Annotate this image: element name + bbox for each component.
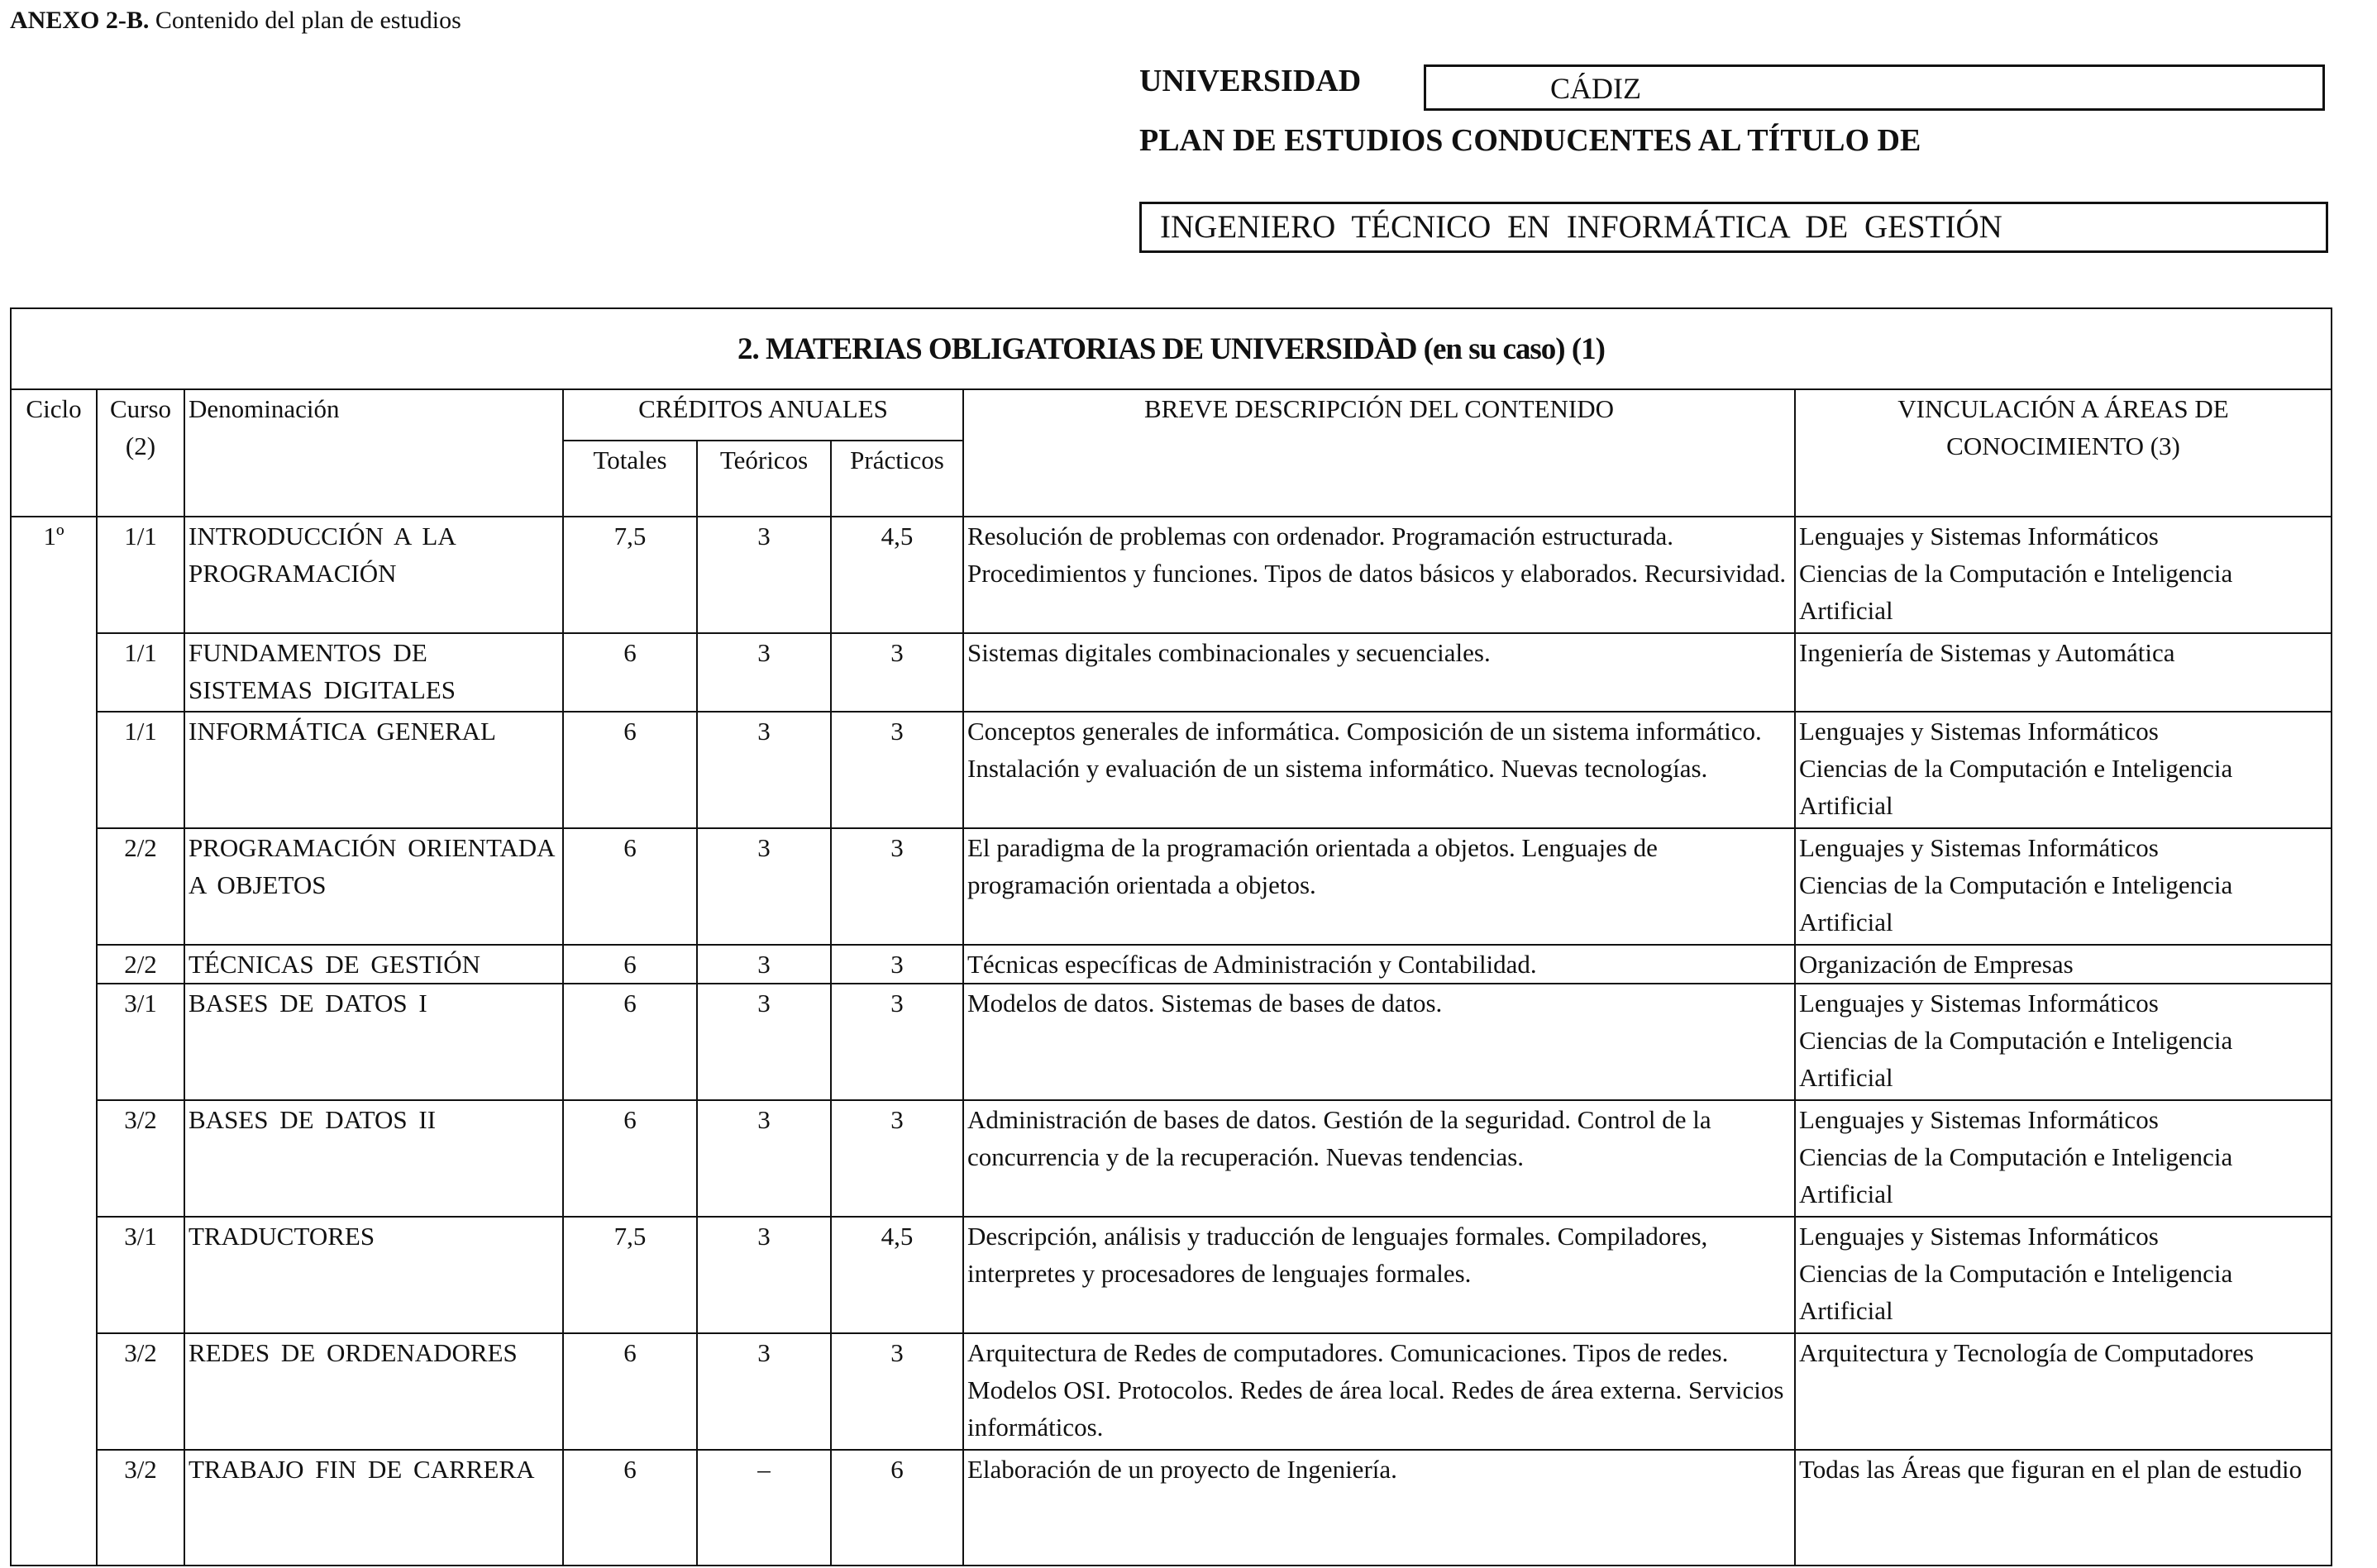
header-ciclo: Ciclo [11, 389, 97, 517]
cell-curso: 3/2 [97, 1450, 184, 1566]
area-item: Lenguajes y Sistemas Informáticos [1799, 1222, 2159, 1251]
cell-totales: 6 [563, 984, 697, 1100]
cell-practicos: 3 [831, 1333, 963, 1450]
cell-denominacion: TRABAJO FIN DE CARRERA [184, 1450, 563, 1566]
cell-practicos: 3 [831, 633, 963, 712]
cell-practicos: 3 [831, 1100, 963, 1217]
table-row [11, 1450, 2332, 1566]
annex-caption: Contenido del plan de estudios [155, 7, 461, 34]
cell-curso: 3/2 [97, 1333, 184, 1450]
cell-totales: 6 [563, 1333, 697, 1450]
cell-vinculacion [1795, 945, 2332, 984]
cell-vinculacion [1795, 1217, 2332, 1333]
cell-curso: 1/1 [97, 633, 184, 712]
cell-curso: 2/2 [97, 828, 184, 945]
cell-vinculacion [1795, 1100, 2332, 1217]
table-row [11, 1100, 2332, 1217]
header-descripcion: BREVE DESCRIPCIÓN DEL CONTENIDO [963, 389, 1795, 517]
cell-teoricos: 3 [697, 1100, 831, 1217]
cell-descripcion: Técnicas específicas de Administración y Contabilidad. [963, 945, 1795, 984]
table-row [11, 517, 2332, 633]
cell-descripcion: Resolución de problemas con ordenador. Programación estructurada. Procedimientos y funciones. Tipos de datos básicos y elaborados. Recursividad. [963, 517, 1795, 633]
cell-curso: 3/1 [97, 984, 184, 1100]
cell-teoricos: 3 [697, 984, 831, 1100]
cell-denominacion: INTRODUCCIÓN A LA PROGRAMACIÓN [184, 517, 563, 633]
cell-vinculacion [1795, 712, 2332, 828]
cell-totales: 7,5 [563, 1217, 697, 1333]
area-item: Organización de Empresas [1799, 950, 2074, 979]
cell-teoricos: 3 [697, 828, 831, 945]
header-practicos: Prácticos [831, 441, 963, 517]
cell-totales: 6 [563, 712, 697, 828]
cell-practicos: 4,5 [831, 517, 963, 633]
area-item: Ciencias de la Computación e Inteligencia Artificial [1799, 1026, 2233, 1092]
university-label: UNIVERSIDAD [1139, 64, 1362, 98]
subjects-table-body [11, 517, 2332, 1566]
area-item: Lenguajes y Sistemas Informáticos [1799, 989, 2159, 1018]
table-row [11, 945, 2332, 984]
area-item: Lenguajes y Sistemas Informáticos [1799, 1105, 2159, 1134]
cell-practicos: 4,5 [831, 1217, 963, 1333]
cell-descripcion: El paradigma de la programación orientada a objetos. Lenguajes de programación orientada a objetos. [963, 828, 1795, 945]
cell-totales: 6 [563, 1100, 697, 1217]
table-row [11, 633, 2332, 712]
cell-totales: 7,5 [563, 517, 697, 633]
header-denominacion: Denominación [184, 389, 563, 517]
cell-totales: 6 [563, 1450, 697, 1566]
cell-vinculacion [1795, 1450, 2332, 1566]
cell-vinculacion [1795, 517, 2332, 633]
area-item: Ciencias de la Computación e Inteligencia Artificial [1799, 754, 2233, 820]
cell-denominacion: REDES DE ORDENADORES [184, 1333, 563, 1450]
area-item: Ciencias de la Computación e Inteligencia Artificial [1799, 1142, 2233, 1208]
cell-totales: 6 [563, 633, 697, 712]
cell-curso: 2/2 [97, 945, 184, 984]
cell-descripcion: Elaboración de un proyecto de Ingeniería. [963, 1450, 1795, 1566]
cell-denominacion: FUNDAMENTOS DE SISTEMAS DIGITALES [184, 633, 563, 712]
area-item: Ingeniería de Sistemas y Automática [1799, 638, 2175, 667]
cell-denominacion: TÉCNICAS DE GESTIÓN [184, 945, 563, 984]
cell-teoricos: 3 [697, 945, 831, 984]
cell-denominacion: BASES DE DATOS II [184, 1100, 563, 1217]
area-item: Lenguajes y Sistemas Informáticos [1799, 833, 2159, 862]
cell-teoricos: 3 [697, 633, 831, 712]
table-row [11, 984, 2332, 1100]
university-value-box: CÁDIZ [1424, 64, 2325, 111]
header-teoricos: Teóricos [697, 441, 831, 517]
plan-label: PLAN DE ESTUDIOS CONDUCENTES AL TÍTULO DE [1139, 123, 1921, 158]
cell-teoricos: 3 [697, 712, 831, 828]
header-curso: Curso (2) [97, 389, 184, 517]
cell-practicos: 3 [831, 945, 963, 984]
cell-teoricos: 3 [697, 1333, 831, 1450]
area-item: Todas las Áreas que figuran en el plan de estudio [1799, 1455, 2303, 1484]
cell-descripcion: Conceptos generales de informática. Composición de un sistema informático. Instalación y evaluación de un sistema informático. Nuevas tecnologías. [963, 712, 1795, 828]
cell-descripcion: Administración de bases de datos. Gestión de la seguridad. Control de la concurrencia y de la recuperación. Nuevas tendencias. [963, 1100, 1795, 1217]
area-item: Lenguajes y Sistemas Informáticos [1799, 717, 2159, 746]
cell-practicos: 3 [831, 828, 963, 945]
cell-curso: 3/1 [97, 1217, 184, 1333]
header-creditos-anuales: CRÉDITOS ANUALES [563, 389, 963, 441]
cell-teoricos: – [697, 1450, 831, 1566]
cell-curso: 1/1 [97, 712, 184, 828]
cell-teoricos: 3 [697, 1217, 831, 1333]
header-vinculacion: VINCULACIÓN A ÁREAS DE CONOCIMIENTO (3) [1795, 389, 2332, 517]
area-item: Ciencias de la Computación e Inteligencia Artificial [1799, 1259, 2233, 1325]
cell-denominacion: TRADUCTORES [184, 1217, 563, 1333]
cell-teoricos: 3 [697, 517, 831, 633]
cell-denominacion: INFORMÁTICA GENERAL [184, 712, 563, 828]
cell-ciclo: 1º [11, 517, 97, 1566]
cell-curso: 3/2 [97, 1100, 184, 1217]
cell-curso: 1/1 [97, 517, 184, 633]
cell-practicos: 3 [831, 712, 963, 828]
cell-totales: 6 [563, 945, 697, 984]
area-item: Lenguajes y Sistemas Informáticos [1799, 522, 2159, 550]
cell-vinculacion [1795, 984, 2332, 1100]
cell-denominacion: PROGRAMACIÓN ORIENTADA A OBJETOS [184, 828, 563, 945]
cell-vinculacion [1795, 633, 2332, 712]
cell-totales: 6 [563, 828, 697, 945]
subjects-table [10, 307, 2332, 1566]
table-row [11, 1217, 2332, 1333]
cell-descripcion: Modelos de datos. Sistemas de bases de datos. [963, 984, 1795, 1100]
cell-practicos: 6 [831, 1450, 963, 1566]
table-row [11, 828, 2332, 945]
cell-vinculacion [1795, 828, 2332, 945]
cell-descripcion: Arquitectura de Redes de computadores. Comunicaciones. Tipos de redes. Modelos OSI. Protocolos. Redes de área local. Redes de área externa. Servicios informáticos. [963, 1333, 1795, 1450]
cell-descripcion: Sistemas digitales combinacionales y secuenciales. [963, 633, 1795, 712]
annex-number: ANEXO 2-B. [10, 7, 150, 34]
table-row [11, 712, 2332, 828]
cell-denominacion: BASES DE DATOS I [184, 984, 563, 1100]
area-item: Ciencias de la Computación e Inteligencia Artificial [1799, 870, 2233, 937]
section-title: 2. MATERIAS OBLIGATORIAS DE UNIVERSIDÀD (en su caso) (1) [11, 308, 2332, 389]
cell-vinculacion [1795, 1333, 2332, 1450]
degree-title-box: INGENIERO TÉCNICO EN INFORMÁTICA DE GESTIÓN [1139, 202, 2328, 253]
cell-practicos: 3 [831, 984, 963, 1100]
cell-descripcion: Descripción, análisis y traducción de lenguajes formales. Compiladores, interpretes y procesadores de lenguajes formales. [963, 1217, 1795, 1333]
annex-heading [10, 7, 461, 35]
table-row [11, 1333, 2332, 1450]
area-item: Arquitectura y Tecnología de Computadores [1799, 1338, 2254, 1367]
header-totales: Totales [563, 441, 697, 517]
area-item: Ciencias de la Computación e Inteligencia Artificial [1799, 559, 2233, 625]
